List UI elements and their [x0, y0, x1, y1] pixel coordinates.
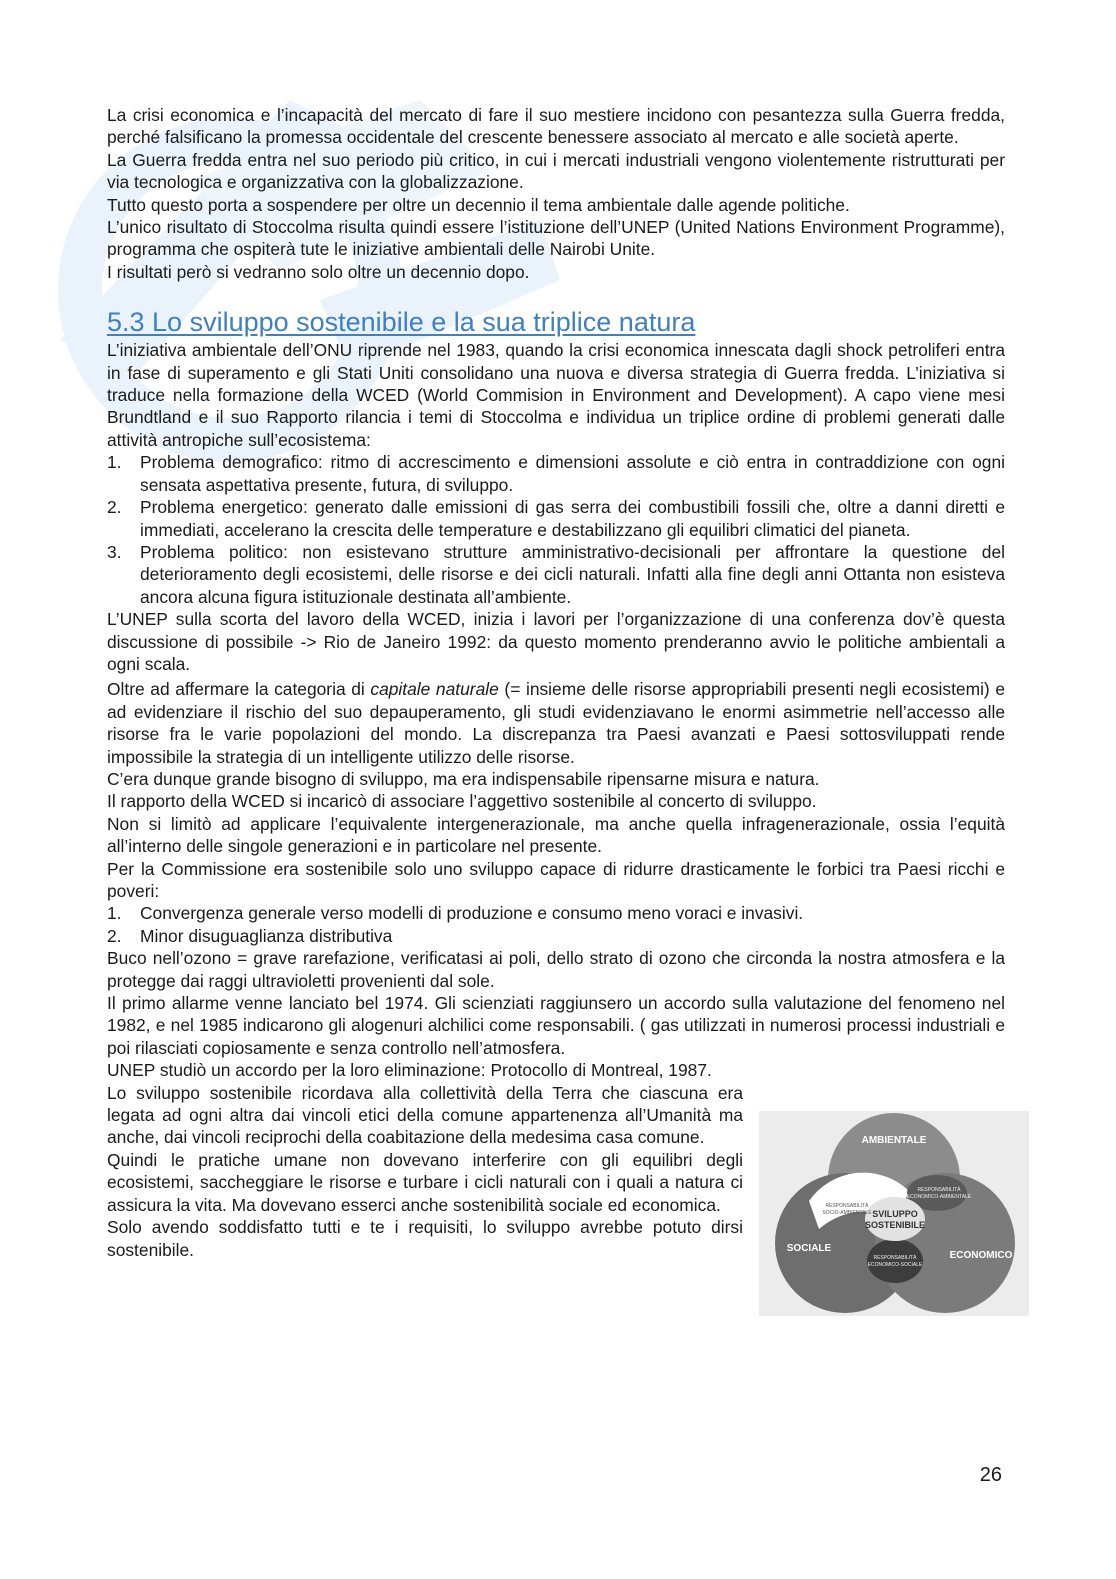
list-number: 2. [107, 925, 122, 946]
venn-overlap-economico-sociale [867, 1239, 923, 1283]
paragraph: L’iniziativa ambientale dell’ONU riprende nel 1983, quando la crisi economica innescata dagli shock petroliferi entra in fase di superamento e gli Stati Uniti consolidano una nuova e diversa strategia di Guerra fredda. L’iniziativa si traduce nella formazione della WCED (World Commision in Environment and Development). A capo viene mesi Brundtland e il suo Rapporto rilancia i temi di Stoccolma e individua un triplice ordine di problemi generati dalle attività antropiche sull’ecosistema: [107, 340, 1005, 450]
venn-diagram [759, 1111, 1029, 1316]
paragraph: L’UNEP sulla scorta del lavoro della WCED, inizia i lavori per l’organizzazione di una conferenza dov’è questa discussione di possibile -> Rio de Janeiro 1992: da questo momento prenderanno avvio le politiche ambientali a ogni scala. [107, 609, 1005, 674]
problems-list [107, 451, 1005, 608]
paragraph: UNEP studiò un accordo per la loro eliminazione: Protocollo di Montreal, 1987. [107, 1060, 712, 1081]
text-column [107, 1059, 743, 1261]
venn-economico-ambientale-line2: ECONOMICO-AMBIENTALE [906, 1194, 972, 1201]
venn-socio-ambientale-line2: SOCIO-AMBIENTALE [822, 1210, 872, 1217]
bottom-section [107, 1059, 1013, 1269]
venn-socio-ambientale-line1: RESPONSABILITÀ [825, 1203, 869, 1210]
list-item-text: Problema demografico: ritmo di accrescimento e dimensioni assolute e ciò entra in contraddizione con ogni sensata aspettativa presente, futura, di sviluppo. [140, 452, 1005, 495]
paragraph: Lo sviluppo sostenibile ricordava alla collettività della Terra che ciascuna era legata ad ogni altra dai vincoli etici della comune appartenenza all’Umanità ma anche, dai vincoli reciprochi della coabitazione della medesima casa comune. [107, 1082, 743, 1148]
venn-center-line2: SOSTENIBILE [864, 1220, 926, 1231]
paragraph: Tutto questo porta a sospendere per oltre un decennio il tema ambientale dalle agende politiche. [107, 194, 850, 215]
text-run: Oltre ad affermare la categoria di [107, 679, 371, 700]
venn-economico-sociale-line2: ECONOMICO-SOCIALE [867, 1262, 923, 1269]
venn-label-sociale: SOCIALE [786, 1243, 832, 1255]
venn-label-economico: ECONOMICO [949, 1250, 1013, 1262]
page-number: 26 [979, 1464, 1002, 1486]
paragraph: C’era dunque grande bisogno di sviluppo, ma era indispensabile ripensarne misura e natura. [107, 768, 820, 789]
venn-economico-sociale-line1: RESPONSABILITÀ [873, 1255, 917, 1262]
paragraph: La Guerra fredda entra nel suo periodo più critico, in cui i mercati industriali vengono violentemente ristrutturati per via tecnologica e organizzativa con la globalizzazione. [107, 149, 1005, 193]
paragraph [107, 678, 1005, 768]
list-item [107, 925, 1005, 947]
paragraph: I risultati però si vedranno solo oltre un decennio dopo. [107, 261, 530, 282]
paragraph: Il primo allarme venne lanciato bel 1974. Gli scienziati raggiunsero un accordo sulla valutazione del fenomeno nel 1982, e nel 1985 indicarono gli alogenuri alchilici come responsabili. ( gas utilizzati in numerosi processi industriali e poi rilasciati copiosamente e senza controllo nell’atmosfera. [107, 993, 1005, 1058]
list-number: 2. [107, 497, 122, 518]
list-item [107, 496, 1005, 541]
list-item-text: Convergenza generale verso modelli di produzione e consumo meno voraci e invasivi. [140, 903, 804, 924]
venn-center [865, 1197, 925, 1241]
paragraph: Non si limitò ad applicare l’equivalente intergenerazionale, ma anche quella infragenerazionale, ossia l’equità all’interno delle singole generazioni e in particolare nel presente. [107, 813, 1005, 857]
text-run: (= insieme delle risorse appropriabili presenti negli ecosistemi) e ad evidenziare il rischio del suo depauperamento, gli studi evidenziavano le enormi asimmetrie nell’accesso alle risorse fra le varie popolazioni del mondo. La discrepanza tra Paesi avanzati e Paesi sottosviluppati rende impossibile la strategia di un intelligente utilizzo delle risorse. [107, 679, 1005, 767]
venn-economico-ambientale-line1: RESPONSABILITÀ [917, 1187, 961, 1194]
section-heading[interactable]: 5.3 Lo sviluppo sostenibile e la sua triplice natura [107, 307, 696, 338]
list-number: 1. [107, 903, 122, 924]
list-item [107, 451, 1005, 496]
document-page [107, 104, 1013, 1269]
emphasis-term: capitale naturale [370, 679, 499, 700]
goals-list [107, 902, 1005, 947]
venn-center-line1: SVILUPPO [872, 1209, 918, 1220]
paragraph: Buco nell’ozono = grave rarefazione, verificatasi ai poli, dello strato di ozono che circonda la nostra atmosfera e la protegge dai raggi ultravioletti provenienti dal sole. [107, 948, 1005, 991]
paragraph: Solo avendo soddisfatto tutti e te i requisiti, lo sviluppo avrebbe potuto dirsi sostenibile. [107, 1217, 743, 1260]
paragraph: L’unico risultato di Stoccolma risulta quindi essere l’istituzione dell’UNEP (United Nations Environment Programme), programma che ospiterà tute le iniziative ambientali delle Nairobi Unite. [107, 217, 1005, 260]
list-item-text: Minor disuguaglianza distributiva [140, 925, 393, 946]
venn-label-ambientale: AMBIENTALE [861, 1135, 927, 1147]
list-number: 3. [107, 541, 122, 562]
list-number: 1. [107, 452, 122, 473]
list-item-text: Problema energetico: generato dalle emissioni di gas serra dei combustibili fossili che, oltre a danni diretti e immediati, accelerano la crescita delle temperature e destabilizzano gli equilibri climatici del pianeta. [140, 497, 1005, 540]
list-item [107, 902, 1005, 924]
paragraph: Quindi le pratiche umane non dovevano interferire con gli equilibri degli ecosistemi, saccheggiare le risorse e turbare i cicli naturali con i quali a natura ci assicura la vita. Ma dovevano esserci anche sostenibilità sociale ed economica. [107, 1149, 743, 1215]
paragraph: Per la Commissione era sostenibile solo uno sviluppo capace di ridurre drasticamente le forbici tra Paesi ricchi e poveri: [107, 858, 1005, 901]
paragraph: La crisi economica e l’incapacità del mercato di fare il suo mestiere incidono con pesantezza sulla Guerra fredda, perché falsificano la promessa occidentale del crescente benessere associato al mercato e alle società aperte. [107, 105, 1005, 148]
list-item-text: Problema politico: non esistevano strutture amministrativo-decisionali per affrontare la questione del deterioramento degli ecosistemi, delle risorse e dei cicli naturali. Infatti alla fine degli anni Ottanta non esisteva ancora alcuna figura istituzionale destinata all’ambiente. [140, 541, 1005, 607]
list-item [107, 541, 1005, 608]
paragraph: Il rapporto della WCED si incaricò di associare l’aggettivo sostenibile al concerto di sviluppo. [107, 791, 817, 812]
